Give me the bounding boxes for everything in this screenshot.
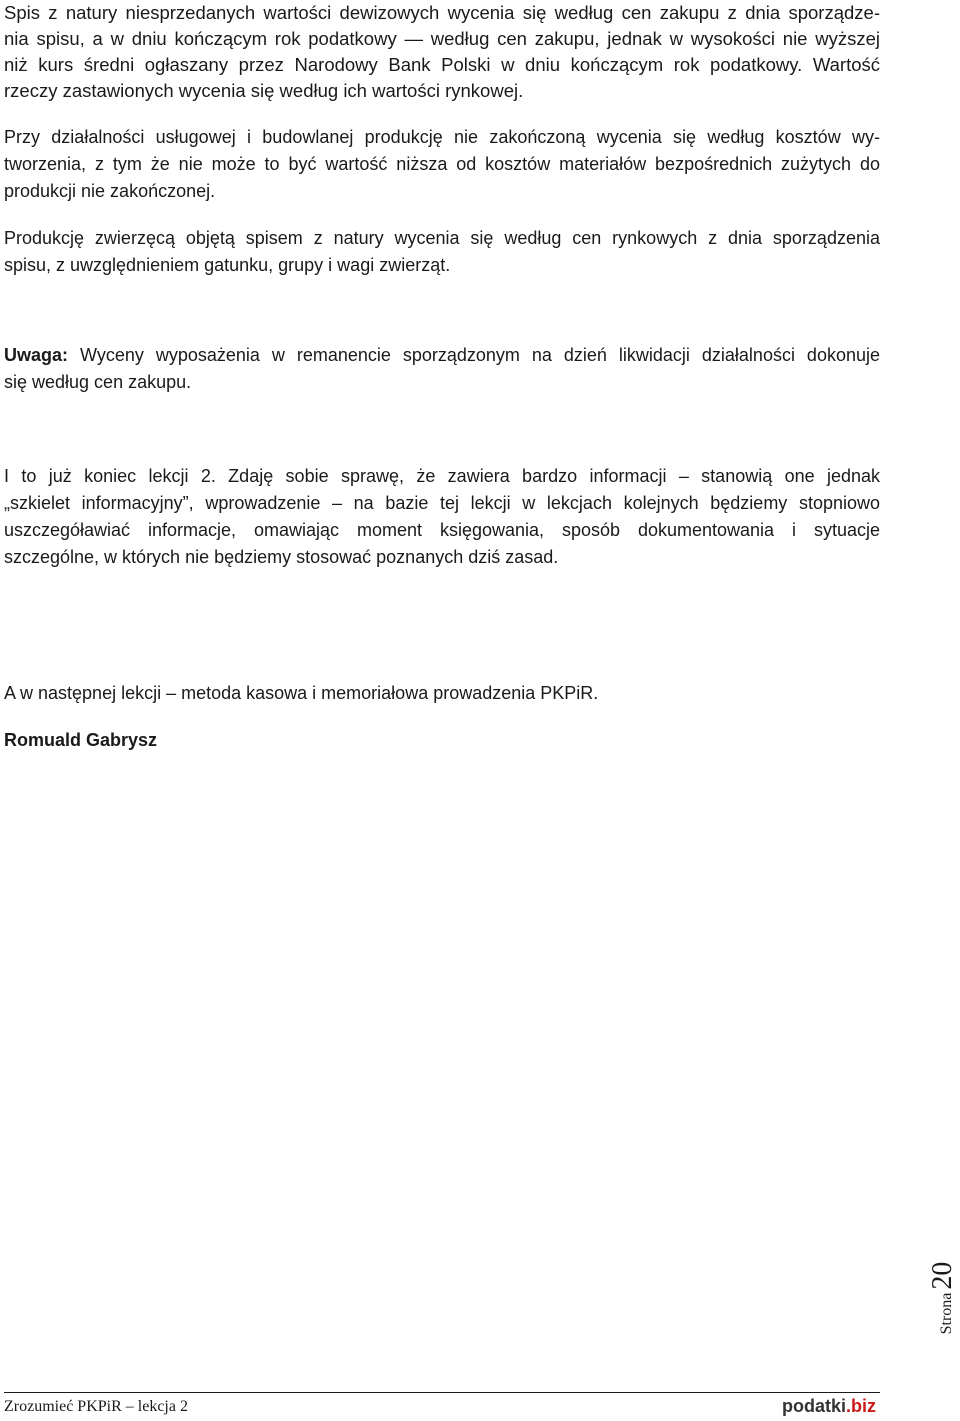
text-line: produkcji nie zakończonej. [4,181,216,201]
paragraph-lesson-end [4,463,880,571]
text-line: Romuald Gabrysz [4,730,158,750]
text-line: niż kurs średni ogłaszany przez Narodowy Bank Polski w dniu kończącym rok podatkowy. Wartość [4,54,880,75]
paragraph-foreign-currency-valuation [4,0,880,104]
text-line: tworzenia, z tym że nie może to być wartość niższa od kosztów materiałów bezpośrednich zużytych do [4,154,880,174]
paragraph-note [4,342,880,396]
note-label: Uwaga: [4,345,69,365]
text-line: Spis z natury niesprzedanych wartości dewizowych wycenia się według cen zakupu z dnia sporządze- [4,2,880,23]
page-word: Strona [938,1292,955,1335]
text-line: uszczegóławiać informacje, omawiając moment księgowania, sposób dokumentowania i sytuacje [4,520,880,540]
text-line: I to już koniec lekcji 2. Zdaję sobie sprawę, że zawiera bardzo informacji – stanowią one jednak [4,466,880,486]
text-line: szczególne, w których nie będziemy stosować poznanych dziś zasad. [4,547,559,567]
page-number: 20 [927,1261,958,1290]
paragraph-animal-production [4,225,880,279]
text-line: spisu, z uwzględnieniem gatunku, grupy i wagi zwierząt. [4,255,451,275]
text-line [4,342,880,369]
paragraph-next-lesson [4,680,880,707]
note-text: Wyceny wyposażenia w remanencie sporządzonym na dzień likwidacji działalności dokonuje [68,345,880,365]
text-line: nia spisu, a w dniu kończącym rok podatkowy — według cen zakupu, jednak w wysokości nie wyższej [4,28,880,49]
text-line: A w następnej lekcji – metoda kasowa i memoriałowa prowadzenia PKPiR. [4,683,599,703]
footer-course-title: Zrozumieć PKPiR – lekcja 2 [4,1398,188,1415]
text-line: „szkielet informacyjny”, wprowadzenie – na bazie tej lekcji w lekcjach kolejnych będziemy stopniowo [4,493,880,513]
paragraph-unfinished-production [4,124,880,205]
footer-divider [4,1392,880,1393]
brand-accent: .biz [846,1396,876,1416]
text-line: rzeczy zastawionych wycenia się według ich wartości rynkowej. [4,80,524,101]
footer-brand-logo [782,1396,876,1417]
brand-main: podatki [781,1396,846,1416]
text-line: się według cen zakupu. [4,372,192,392]
text-line: Produkcję zwierzęcą objętą spisem z natury wycenia się według cen rynkowych z dnia sporządzenia [4,228,880,248]
text-line: Przy działalności usługowej i budowlanej produkcję nie zakończoną wycenia się według kosztów wy- [4,127,880,147]
author-name [4,727,880,754]
page-number-label [927,1248,958,1348]
